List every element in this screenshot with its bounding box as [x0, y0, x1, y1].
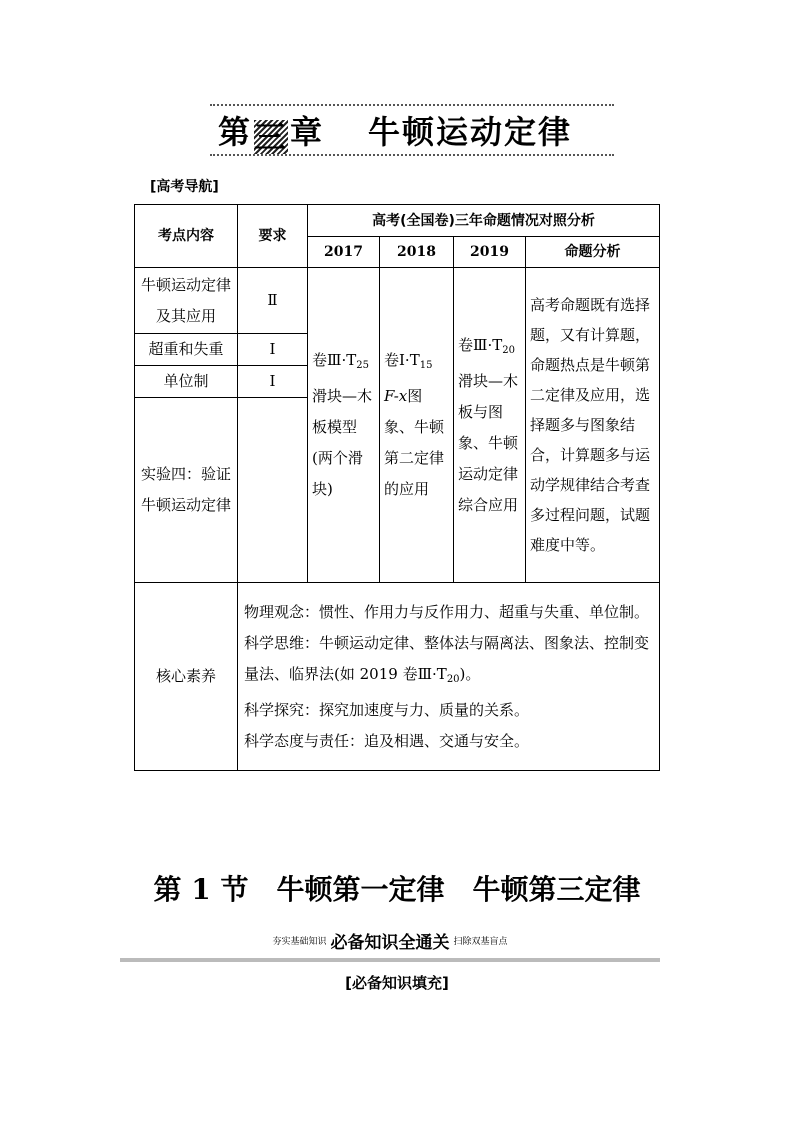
- section-number: 第 1 节: [153, 873, 249, 906]
- chapter-suffix: 章: [290, 113, 325, 151]
- section-title: [0, 868, 794, 908]
- topic-cell: 实验四：验证牛顿运动定律: [135, 398, 238, 583]
- dotted-rule-top: [210, 104, 614, 106]
- exam-2018-cell: 卷$Ⅰ\cdot T_{15}$ F-x图象、牛顿第二定律的应用: [380, 268, 454, 583]
- topic-cell: 超重和失重: [135, 334, 238, 366]
- header-year-2019: 2019: [454, 237, 526, 268]
- section-title-part2: 牛顿第三定律: [472, 873, 641, 906]
- knowledge-banner: [120, 928, 660, 962]
- chapter-prefix: 第: [218, 113, 253, 151]
- chapter-header: [210, 104, 614, 156]
- dotted-rule-bottom: [210, 154, 614, 156]
- chapter-name: 牛顿运动定律: [368, 113, 573, 151]
- topic-cell: 牛顿运动定律及其应用: [135, 268, 238, 334]
- banner-main-text: 必备知识全通关: [330, 933, 450, 953]
- banner-right-text: 扫除双基盲点: [453, 937, 508, 947]
- knowledge-fill-title: [必备知识填充]: [345, 974, 449, 992]
- analysis-cell: 高考命题既有选择题，又有计算题，命题热点是牛顿第二定律及应用，选择题多与图象结合，计算题多与运动学规律结合考查多过程问题，试题难度中等。: [526, 268, 660, 583]
- core-literacy-label: 核心素养: [135, 583, 238, 771]
- header-year-2018: 2018: [380, 237, 454, 268]
- exam-2019-cell: 卷$Ⅲ\cdot T_{20}$ 滑块—木板与图象、牛顿运动定律综合应用: [454, 268, 526, 583]
- chapter-number: 三: [254, 118, 289, 156]
- level-cell: Ⅱ: [238, 268, 308, 334]
- level-cell: Ⅰ: [238, 366, 308, 398]
- level-cell: Ⅰ: [238, 334, 308, 366]
- section-title-part1: 牛顿第一定律: [276, 873, 445, 906]
- header-topic: 考点内容: [135, 205, 238, 268]
- topic-cell: 单位制: [135, 366, 238, 398]
- header-year-2017: 2017: [308, 237, 380, 268]
- exam-2017-cell: 卷$Ⅲ\cdot T_{25}$ 滑块—木板模型(两个滑块): [308, 268, 380, 583]
- level-cell: [238, 398, 308, 583]
- exam-guide-table: [134, 204, 660, 771]
- header-three-year-analysis: 高考(全国卷)三年命题情况对照分析: [308, 205, 660, 237]
- banner-left-text: 夯实基础知识: [272, 937, 327, 947]
- core-literacy-content: 物理观念：惯性、作用力与反作用力、超重与失重、单位制。 科学思维：牛顿运动定律、整体法与隔离法、图象法、控制变量法、临界法(如 2019 卷$Ⅲ\cdot T_{20}$)。 科学探究：探究加速度与力、质量的关系。 科学态度与责任：追及相遇、交通与安全。: [238, 583, 660, 771]
- header-requirement: 要求: [238, 205, 308, 268]
- exam-guide-label: [高考导航]: [150, 179, 219, 195]
- header-analysis: 命题分析: [526, 237, 660, 268]
- chapter-title: [218, 112, 573, 156]
